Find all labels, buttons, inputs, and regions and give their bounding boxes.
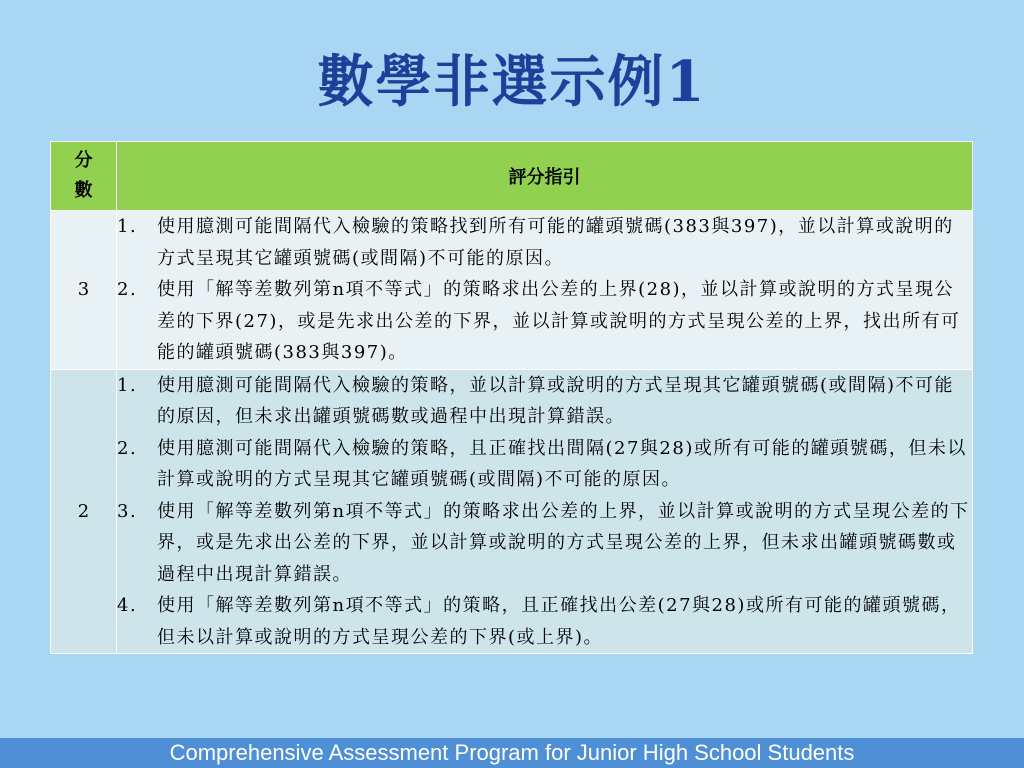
item-text: 使用「解等差數列第n項不等式」的策略，且正確找出公差(27與28)或所有可能的罐頭號碼，但未以計算或說明的方式呈現公差的下界(或上界)。: [157, 595, 961, 648]
table-row: [51, 211, 973, 370]
item-number: 1.: [117, 216, 138, 237]
header-score: [51, 142, 117, 211]
table-header-row: [51, 142, 973, 211]
item-number: 3.: [117, 500, 138, 522]
list-item: [117, 274, 972, 369]
footer-bar: [0, 738, 1024, 768]
guide-cell: [117, 211, 973, 370]
footer-text: Comprehensive Assessment Program for Junior High School Students: [169, 740, 855, 765]
score-cell: 2: [51, 369, 117, 654]
score-cell: 3: [51, 211, 117, 370]
item-number: 2.: [117, 279, 138, 300]
item-text: 使用「解等差數列第n項不等式」的策略求出公差的上界，並以計算或說明的方式呈現公差的下界，或是先求出公差的下界，並以計算或說明的方式呈現公差的上界，但未求出罐頭號碼數或過程中出現計算錯誤。: [157, 500, 970, 585]
criteria-list: [117, 370, 972, 654]
slide-title: 數學非選示例1: [317, 49, 707, 115]
guide-cell: [117, 369, 973, 654]
item-text: 使用「解等差數列第n項不等式」的策略求出公差的上界(28)，並以計算或說明的方式呈現公差的下界(27)，或是先求出公差的下界，並以計算或說明的方式呈現公差的上界，找出所有可能的罐頭號碼(383與397)。: [157, 279, 961, 363]
criteria-list: [117, 211, 972, 369]
item-text: 使用臆測可能間隔代入檢驗的策略，並以計算或說明的方式呈現其它罐頭號碼(或間隔)不可能的原因，但未求出罐頭號碼數或過程中出現計算錯誤。: [157, 374, 955, 427]
item-text: 使用臆測可能間隔代入檢驗的策略找到所有可能的罐頭號碼(383與397)，並以計算或說明的方式呈現其它罐頭號碼(或間隔)不可能的原因。: [157, 216, 954, 269]
list-item: [117, 590, 972, 653]
header-score-char-1: 分: [74, 150, 93, 171]
item-number: 4.: [117, 595, 138, 616]
item-number: 1.: [117, 374, 138, 396]
list-item: [117, 211, 972, 274]
item-number: 2.: [117, 437, 138, 459]
list-item: [117, 496, 972, 591]
header-score-char-2: 數: [74, 180, 93, 201]
rubric-table: [50, 141, 973, 654]
list-item: [117, 433, 972, 496]
header-guide: 評分指引: [117, 142, 973, 211]
item-text: 使用臆測可能間隔代入檢驗的策略，且正確找出間隔(27與28)或所有可能的罐頭號碼，但未以計算或說明的方式呈現其它罐頭號碼(或間隔)不可能的原因。: [157, 437, 967, 490]
list-item: [117, 370, 972, 433]
table-row: [51, 369, 973, 654]
